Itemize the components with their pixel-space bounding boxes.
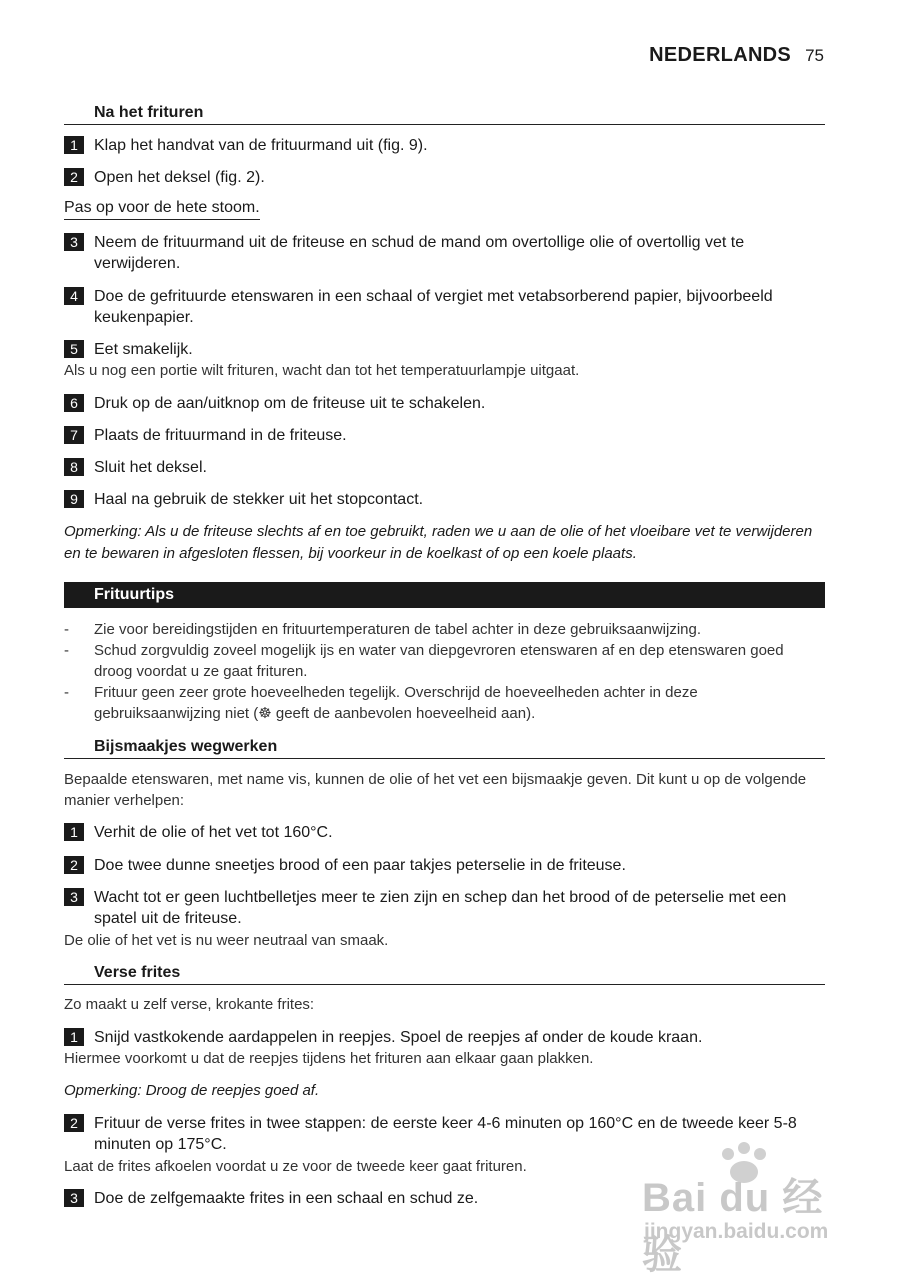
note-oil-storage: Opmerking: Als u de friteuse slechts af en toe gebruikt, raden we u aan de olie of het vloeibare vet te verwijderen en te bewaren in afgesloten flessen, bij voorkeur in de koelkast of op een koele plaats. <box>64 523 813 562</box>
tip-item: - Schud zorgvuldig zoveel mogelijk ijs en water van diepgevroren etenswaren af en dep etenswaren goed droog voordat u ze gaat frituren. <box>64 642 784 680</box>
step-3: 3 Neem de frituurmand uit de friteuse en schud de mand om overtollige olie of overtollig vet te verwijderen. <box>64 232 824 274</box>
step-4: 4 Doe de gefrituurde etenswaren in een schaal of vergiet met vetabsorberend papier, bijvoorbeeld keukenpapier. <box>64 286 824 328</box>
tip-item: - Zie voor bereidingstijden en frituurtemperaturen de tabel achter in deze gebruiksaanwijzing. <box>64 621 702 638</box>
language-label: NEDERLANDS <box>649 44 792 66</box>
step-1: 1 Verhit de olie of het vet tot 160°C. <box>64 822 824 843</box>
page-header <box>649 44 824 67</box>
note-dry-strips: Opmerking: Droog de reepjes goed af. <box>64 1082 320 1099</box>
watermark-url: jingyan.baidu.com <box>644 1220 829 1243</box>
section-heading-bijsmaakjes: Bijsmaakjes wegwerken <box>64 736 825 759</box>
paragraph-bijsmaakjes-intro: Bepaalde etenswaren, met name vis, kunnen de olie of het vet een bijsmaakje geven. Dit kunt u op de volgende manier verhelpen: <box>64 771 807 809</box>
paragraph-neutral-taste: De olie of het vet is nu weer neutraal van smaak. <box>64 932 389 949</box>
step-2: 2 Open het deksel (fig. 2). <box>64 167 824 188</box>
watermark-logo: Bai du 经验 <box>642 1176 824 1277</box>
section-heading-na-het-frituren: Na het frituren <box>64 102 825 125</box>
page-number: 75 <box>805 46 824 65</box>
tip-item: - Frituur geen zeer grote hoeveelheden tegelijk. Overschrijd de hoeveelheden achter in deze gebruiksaanwijzing niet (☸ geeft de aanbevolen hoeveelheid aan). <box>64 684 698 722</box>
step-6: 6 Druk op de aan/uitknop om de friteuse uit te schakelen. <box>64 393 824 414</box>
section-heading-verse-frites: Verse frites <box>64 962 825 985</box>
step-3: 3 Wacht tot er geen luchtbelletjes meer te zien zijn en schep dan het brood of de peterselie met een spatel uit de friteuse. <box>64 887 824 929</box>
section-heading-frituurtips: Frituurtips <box>64 582 825 608</box>
tips-list <box>64 619 824 724</box>
paragraph-verse-frites-intro: Zo maakt u zelf verse, krokante frites: <box>64 996 315 1013</box>
paragraph-sticking: Hiermee voorkomt u dat de reepjes tijdens het frituren aan elkaar gaan plakken. <box>64 1050 594 1067</box>
step-9: 9 Haal na gebruik de stekker uit het stopcontact. <box>64 489 824 510</box>
step-2: 2 Frituur de verse frites in twee stappen: de eerste keer 4-6 minuten op 160°C en de tweede keer 5-8 minuten op 175°C. <box>64 1113 824 1155</box>
step-8: 8 Sluit het deksel. <box>64 457 824 478</box>
step-2: 2 Doe twee dunne sneetjes brood of een paar takjes peterselie in de friteuse. <box>64 855 824 876</box>
step-1: 1 Snijd vastkokende aardappelen in reepjes. Spoel de reepjes af onder de koude kraan. <box>64 1027 824 1048</box>
step-5: 5 Eet smakelijk. <box>64 339 824 360</box>
baidu-watermark <box>642 1142 852 1277</box>
paragraph-cool-down: Laat de frites afkoelen voordat u ze voor de tweede keer gaat frituren. <box>64 1158 527 1175</box>
warning-hot-steam: Pas op voor de hete stoom. <box>64 199 260 220</box>
step-1: 1 Klap het handvat van de frituurmand uit (fig. 9). <box>64 135 824 156</box>
paragraph-temperature-light: Als u nog een portie wilt frituren, wacht dan tot het temperatuurlampje uitgaat. <box>64 362 580 379</box>
step-3: 3 Doe de zelfgemaakte frites in een schaal en schud ze. <box>64 1188 824 1209</box>
step-7: 7 Plaats de frituurmand in de friteuse. <box>64 425 824 446</box>
